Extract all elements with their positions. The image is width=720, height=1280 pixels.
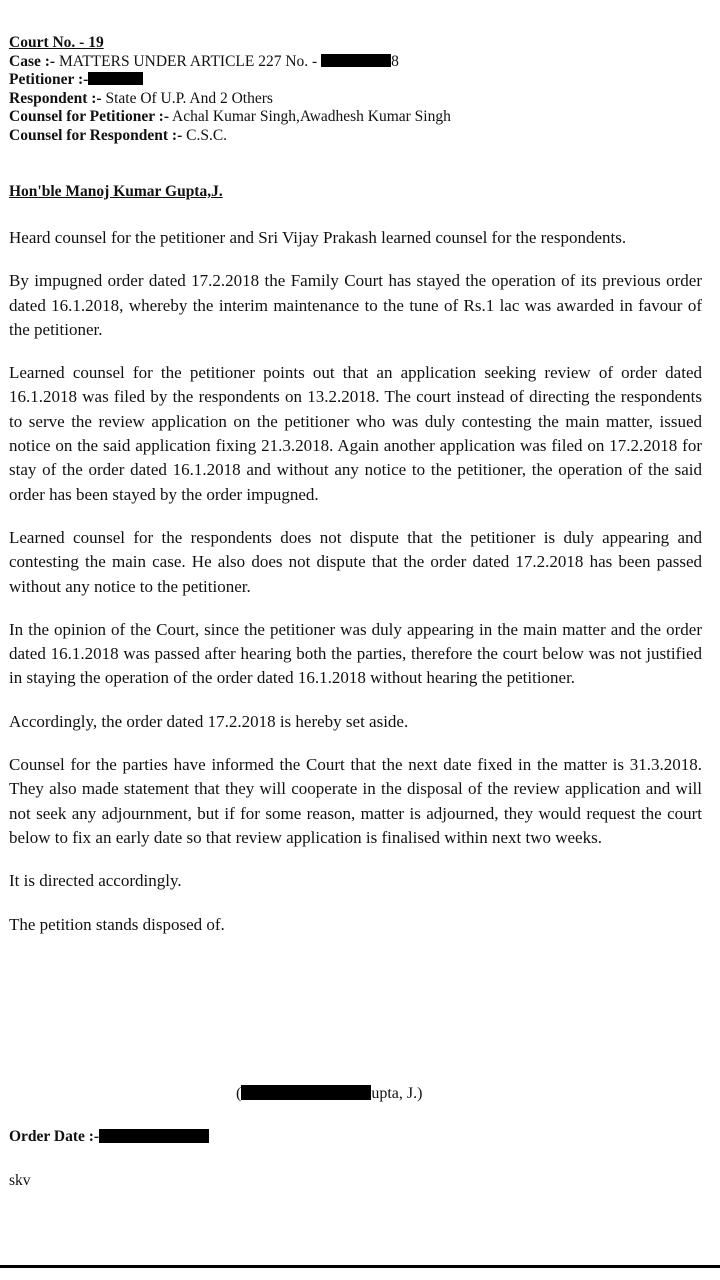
paragraph: Learned counsel for the petitioner points out that an application seeking review of order dated 16.1.2018 was filed by the respondents on 13.2.2018. The court instead of directing the respondents to serve the review application on the petitioner who was duly contesting the main matter, issued notice on the said application fixing 21.3.2018. Again another application was filed on 17.2.2018 for stay of the order dated 16.1.2018 and without any notice to the petitioner, the operation of the said order has been stayed by the order impugned. [9,363,702,504]
paragraph: It is directed accordingly. [9,871,182,891]
paragraph: In the opinion of the Court, since the petitioner was duly appearing in the main matter and the order dated 16.1.2018 was passed after hearing both the parties, therefore the court below was not justified in staying the operation of the order dated 16.1.2018 without hearing the petitioner. [9,619,702,688]
order-body [9,226,702,956]
counsel-respondent-label: Counsel for Respondent :- [9,126,183,144]
case-label: Case :- [9,52,56,70]
redaction-signature-name [241,1085,371,1100]
redaction-case-number [321,54,391,67]
case-header [9,34,709,146]
redaction-order-date [99,1129,209,1143]
redaction-petitioner [88,72,143,85]
respondent-line [9,90,709,109]
case-line [9,53,709,72]
judge-name: Hon'ble Manoj Kumar Gupta,J. [9,183,223,200]
paragraph: Heard counsel for the petitioner and Sri Vijay Prakash learned counsel for the respondents. [9,228,627,247]
counsel-respondent-value: C.S.C. [182,126,228,144]
respondent-label: Respondent :- [9,89,102,107]
counsel-petitioner-label: Counsel for Petitioner :- [9,108,169,126]
bottom-divider [0,1265,720,1268]
typist-initials: skv [9,1172,31,1189]
judge-signature [236,1085,422,1103]
paragraph: Accordingly, the order dated 17.2.2018 is hereby set aside. [9,711,409,731]
counsel-respondent-line [9,127,709,146]
order-date-label: Order Date :- [9,1128,100,1145]
paragraph: Learned counsel for the respondents does not dispute that the petitioner is duly appearing and contesting the main case. He also does not dispute that the order dated 17.2.2018 has been passed without any notice to the petitioner. [9,527,702,596]
case-value: MATTERS UNDER ARTICLE 227 No. - [55,52,322,70]
respondent-value: State Of U.P. And 2 Others [101,89,273,107]
petitioner-line [9,71,709,90]
counsel-petitioner-line [9,108,709,127]
signature-open-paren: ( [236,1085,242,1102]
paragraph: By impugned order dated 17.2.2018 the Family Court has stayed the operation of its previous order dated 16.1.2018, whereby the interim maintenance to the tune of Rs.1 lac was awarded in favour of the petitioner. [9,271,702,339]
signature-tail: upta, J.) [371,1085,423,1102]
court-number: Court No. - 19 [9,34,104,51]
paragraph: Counsel for the parties have informed the Court that the next date fixed in the matter is 31.3.2018. They also made statement that they will cooperate in the disposal of the review application and will not seek any adjournment, but if for some reason, matter is adjourned, they would request the court below to fix an early date so that review application is finalised within next two weeks. [9,755,702,847]
order-date [9,1128,209,1146]
paragraph: The petition stands disposed of. [9,914,225,934]
petitioner-label: Petitioner :- [9,71,89,89]
counsel-petitioner-value: Achal Kumar Singh,Awadhesh Kumar Singh [169,108,451,126]
case-number-tail: 8 [391,52,399,70]
